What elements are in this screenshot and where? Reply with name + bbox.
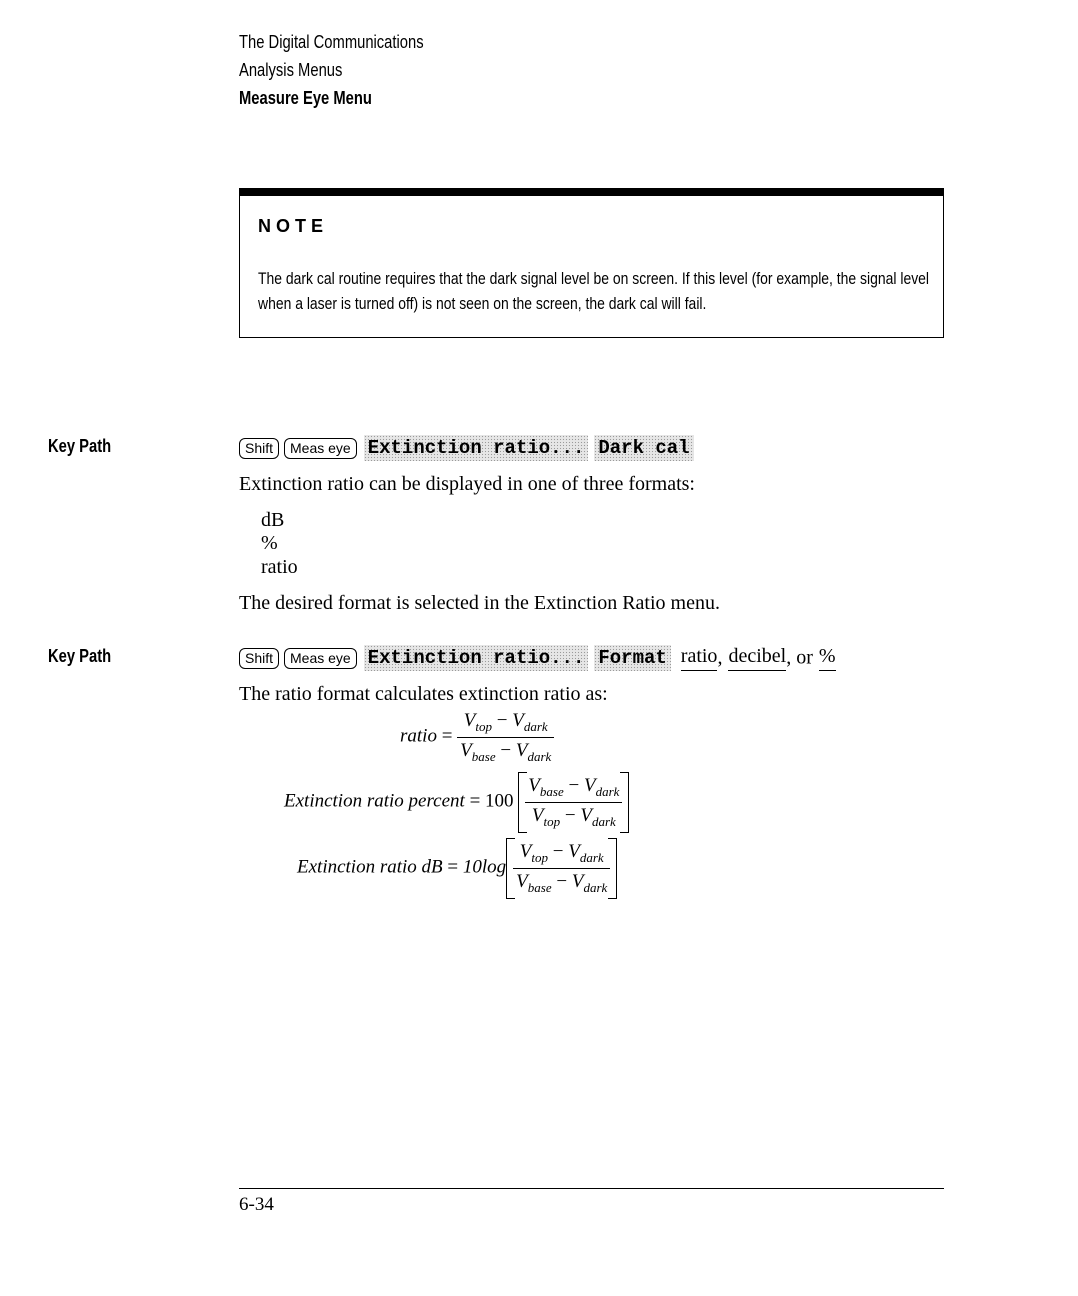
extinction-ratio-softkey[interactable]: Extinction ratio... bbox=[364, 645, 589, 671]
footer-rule bbox=[239, 1188, 944, 1189]
key-path-1 bbox=[239, 435, 698, 463]
shift-key[interactable]: Shift bbox=[239, 648, 279, 669]
meas-eye-key[interactable]: Meas eye bbox=[284, 438, 357, 459]
equals-sign: = bbox=[441, 725, 453, 747]
key-path-label: Key Path bbox=[48, 646, 112, 666]
meas-eye-key[interactable]: Meas eye bbox=[284, 648, 357, 669]
format-item-ratio: ratio bbox=[261, 556, 298, 578]
note-box bbox=[239, 188, 944, 338]
equals-sign: = bbox=[447, 856, 459, 878]
option-separator: , or bbox=[786, 646, 813, 669]
page-number: 6-34 bbox=[239, 1194, 274, 1215]
percent-bracket: $\frac{V_{base} - V_{dark}}{V_{top} - V_{dark}}$ bbox=[518, 772, 629, 833]
key-path-label: Key Path bbox=[48, 436, 112, 456]
key-path-2 bbox=[239, 645, 836, 673]
option-decibel[interactable]: decibel bbox=[728, 645, 786, 671]
selection-paragraph: The desired format is selected in the Extinction Ratio menu. bbox=[239, 592, 720, 614]
format-softkey[interactable]: Format bbox=[594, 645, 670, 671]
ratio-lhs: ratio bbox=[400, 725, 437, 747]
note-text: The dark cal routine requires that the dark signal level be on screen. If this level (for example, the signal level when a laser is turned off) is not seen on the screen, the dark cal will fail. bbox=[258, 269, 930, 313]
percent-lhs: Extinction ratio percent bbox=[284, 790, 465, 812]
intro-paragraph: Extinction ratio can be displayed in one of three formats: bbox=[239, 473, 695, 495]
header-title: Measure Eye Menu bbox=[239, 88, 372, 108]
header-chapter: The Digital Communications bbox=[239, 32, 424, 52]
note-title: NOTE bbox=[258, 216, 329, 236]
format-item-percent: % bbox=[261, 532, 278, 554]
option-ratio[interactable]: ratio bbox=[681, 645, 718, 671]
equals-sign: = bbox=[469, 790, 481, 812]
percent-coefficient: 100 bbox=[485, 790, 514, 812]
header-section: Analysis Menus bbox=[239, 60, 343, 80]
shift-key[interactable]: Shift bbox=[239, 438, 279, 459]
format-item-db: dB bbox=[261, 509, 285, 531]
percent-formula bbox=[284, 772, 629, 833]
extinction-ratio-softkey[interactable]: Extinction ratio... bbox=[364, 435, 589, 461]
calc-paragraph: The ratio format calculates extinction ratio as: bbox=[239, 683, 608, 705]
db-lhs: Extinction ratio dB bbox=[297, 856, 443, 878]
ratio-fraction: $\frac{V_{top} - V_{dark}}{V_{base} - V_{dark}}$ bbox=[457, 710, 554, 765]
db-bracket: $\frac{V_{top} - V_{dark}}{V_{base} - V_{dark}}$ bbox=[506, 838, 617, 899]
db-coefficient: 10log bbox=[462, 856, 507, 878]
option-percent[interactable]: % bbox=[819, 645, 836, 671]
option-separator: , bbox=[717, 646, 723, 669]
db-formula bbox=[297, 838, 617, 899]
dark-cal-softkey[interactable]: Dark cal bbox=[594, 435, 693, 461]
ratio-formula bbox=[400, 710, 554, 765]
